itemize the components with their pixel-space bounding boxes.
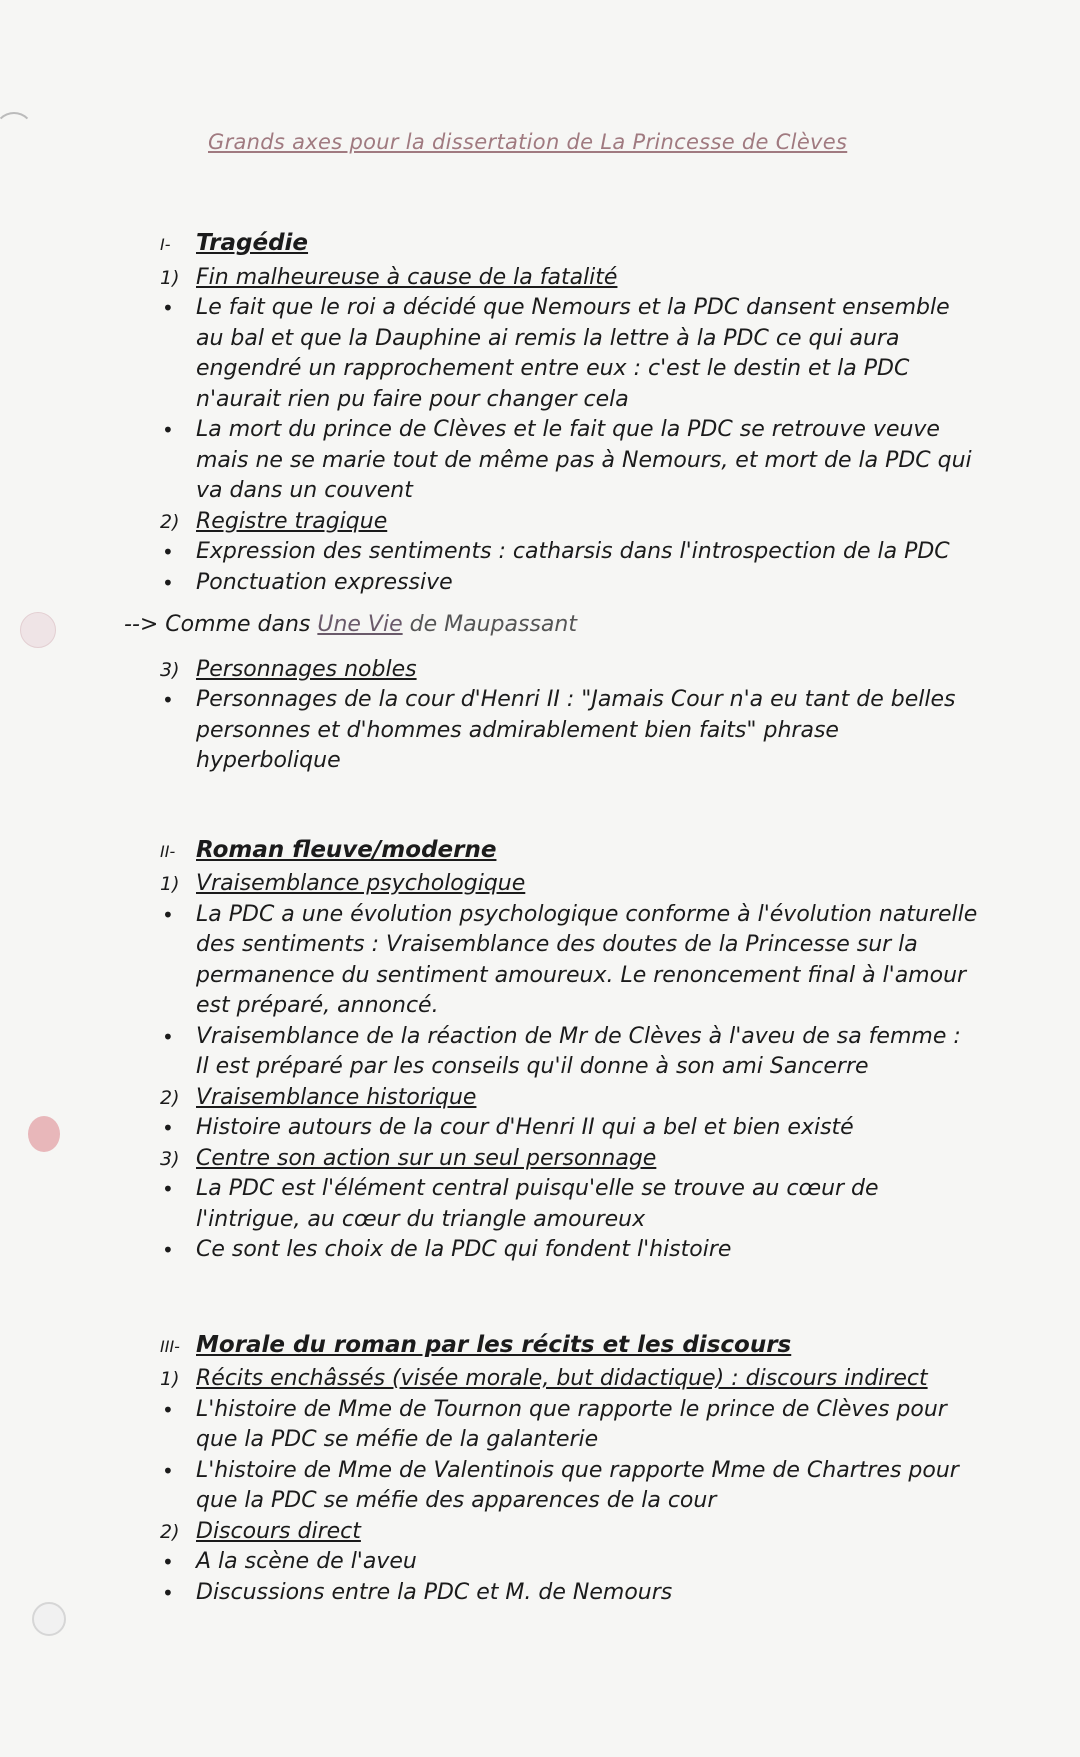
bullet-item: • Vraisemblance de la réaction de Mr de Clèves à l'aveu de sa femme : Il est préparé par les conseils qu'il donne à son ami Sancerre (160, 1022, 980, 1083)
comparison-note (124, 610, 980, 641)
subsection-heading (160, 1144, 980, 1175)
bullet-item: • La PDC est l'élément central puisqu'elle se trouve au cœur de l'intrigue, au cœur du triangle amoureux (160, 1174, 980, 1235)
subsection-number: 3) (160, 1147, 180, 1170)
section-number: III- (160, 1336, 180, 1356)
subsection-title: Fin malheureuse à cause de la fatalité (196, 264, 618, 290)
subsection-number: 2) (160, 1520, 180, 1543)
note-suffix: de Maupassant (402, 612, 577, 637)
bullet-list (160, 1174, 980, 1266)
subsection-title: Récits enchâssés (visée morale, but didactique) : discours indirect (196, 1366, 928, 1391)
spacer (160, 777, 980, 835)
subsection-number: 2) (160, 1086, 180, 1109)
subsection-number: 3) (160, 658, 180, 681)
bullet-list (160, 685, 980, 777)
punch-hole-3 (32, 1602, 66, 1636)
section-morale (160, 1330, 980, 1609)
bullet-list (160, 900, 980, 1083)
subsection-heading (160, 869, 980, 900)
bullet-list (160, 1395, 980, 1517)
bullet-item: • Le fait que le roi a décidé que Nemours et la PDC dansent ensemble au bal et que la Dauphine ai remis la lettre à la PDC ce qui aura engendré un rapprochement entre eux : c'est le destin et la PDC n'aurait rien pu faire pour changer cela (160, 293, 980, 415)
punch-hole-top (0, 112, 34, 152)
punch-hole-2 (28, 1116, 60, 1152)
bullet-item: • Expression des sentiments : catharsis dans l'introspection de la PDC (160, 537, 980, 568)
punch-hole-1 (20, 612, 56, 648)
subsection-number: 1) (160, 266, 180, 289)
subsection-title: Registre tragique (196, 508, 388, 534)
subsection-title: Discours direct (196, 1518, 361, 1544)
subsection-heading (160, 1083, 980, 1114)
bullet-item: • Ponctuation expressive (160, 568, 980, 599)
bullet-list (160, 537, 980, 598)
bullet-list (160, 293, 980, 507)
subsection-title: Vraisemblance historique (196, 1084, 477, 1110)
subsection-title: Vraisemblance psychologique (196, 871, 526, 896)
subsection-number: 1) (160, 1368, 180, 1390)
section-title: Morale du roman par les récits et les discours (196, 1331, 792, 1358)
section-tragedie (124, 228, 980, 777)
bullet-item: • L'histoire de Mme de Valentinois que rapporte Mme de Chartres pour que la PDC se méfie des apparences de la cour (160, 1456, 980, 1517)
subsection-heading (160, 263, 980, 294)
section-heading (160, 228, 980, 261)
bullet-item: • Discussions entre la PDC et M. de Nemours (160, 1578, 980, 1609)
bullet-item: • A la scène de l'aveu (160, 1547, 980, 1578)
note-prefix: --> Comme dans (124, 612, 318, 637)
bullet-item: • L'histoire de Mme de Tournon que rapporte le prince de Clèves pour que la PDC se méfie de la galanterie (160, 1395, 980, 1456)
bullet-item: • La PDC a une évolution psychologique conforme à l'évolution naturelle des sentiments : Vraisemblance des doutes de la Princesse sur la permanence du sentiment amoureux. Le renoncement final à l'amour est préparé, annoncé. (160, 900, 980, 1022)
spacer (160, 1266, 980, 1330)
note-work-title: Une Vie (317, 612, 403, 637)
bullet-item: • Ce sont les choix de la PDC qui fondent l'histoire (160, 1235, 980, 1266)
subsection-heading (160, 655, 980, 686)
subsection-title: Centre son action sur un seul personnage (196, 1145, 657, 1171)
section-title: Tragédie (196, 230, 309, 256)
bullet-list (160, 1547, 980, 1608)
section-heading (160, 835, 980, 868)
bullet-item: • Histoire autours de la cour d'Henri II qui a bel et bien existé (160, 1113, 980, 1144)
subsection-heading (160, 1364, 980, 1395)
bullet-item: • Personnages de la cour d'Henri II : "Jamais Cour n'a eu tant de belles personnes et d'hommes admirablement bien faits" phrase hyperbolique (160, 685, 980, 777)
subsection-number: 1) (160, 873, 180, 895)
subsection-heading (160, 1517, 980, 1548)
subsection-title: Personnages nobles (196, 656, 417, 682)
section-title: Roman fleuve/moderne (196, 836, 497, 863)
section-number: II- (160, 841, 176, 861)
document-title: Grands axes pour la dissertation de La Princesse de Clèves (208, 130, 848, 154)
document-body (124, 228, 980, 1608)
subsection-number: 2) (160, 510, 180, 533)
bullet-list (160, 1113, 980, 1144)
section-heading (160, 1330, 980, 1363)
subsection-heading (160, 507, 980, 538)
section-roman-fleuve (160, 835, 980, 1266)
bullet-item: • La mort du prince de Clèves et le fait que la PDC se retrouve veuve mais ne se marie tout de même pas à Nemours, et mort de la PDC qui va dans un couvent (160, 415, 980, 507)
section-number: I- (160, 235, 171, 254)
